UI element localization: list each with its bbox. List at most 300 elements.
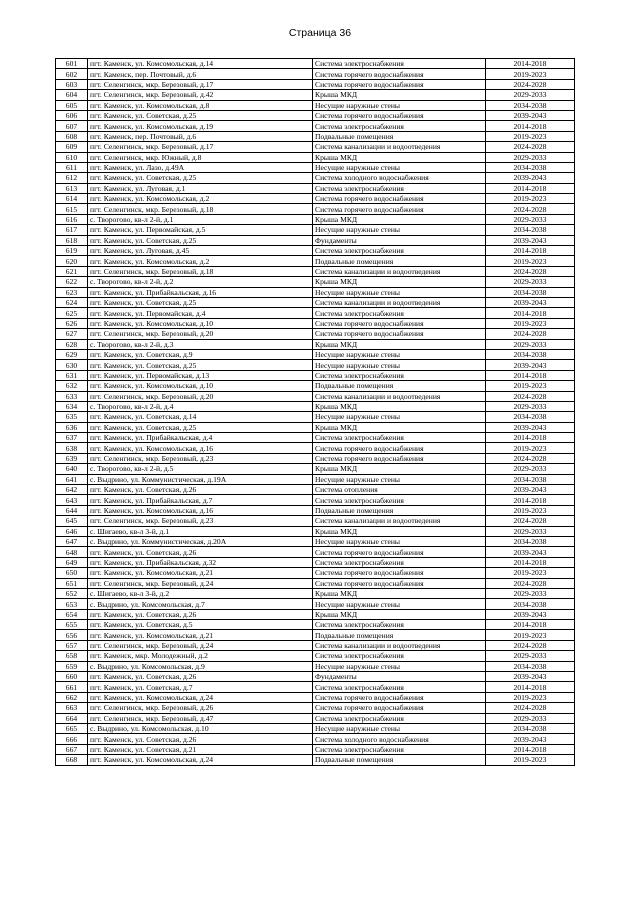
building-system-cell: Система горячего водоснабжения — [313, 453, 486, 463]
address-cell: пгт. Селенгинск, мкр. Южный, д.8 — [88, 152, 313, 162]
address-cell: пгт. Каменск, ул. Прибайкальская, д.4 — [88, 433, 313, 443]
address-cell: с. Творогово, кв-л 2-й, д.1 — [88, 214, 313, 224]
building-system-cell: Система горячего водоснабжения — [313, 318, 486, 328]
period-cell: 2019-2023 — [486, 69, 575, 79]
building-system-cell: Крыша МКД — [313, 277, 486, 287]
row-number-cell: 664 — [56, 713, 88, 723]
building-system-cell: Система холодного водоснабжения — [313, 173, 486, 183]
row-number-cell: 647 — [56, 536, 88, 546]
row-number-cell: 624 — [56, 297, 88, 307]
address-cell: пгт. Каменск, ул. Первомайская, д.4 — [88, 308, 313, 318]
building-system-cell: Крыша МКД — [313, 526, 486, 536]
table-row — [56, 152, 575, 162]
period-cell: 2034-2038 — [486, 162, 575, 172]
address-cell: пгт. Селенгинск, мкр. Березовый, д.17 — [88, 142, 313, 152]
table-row — [56, 474, 575, 484]
period-cell: 2034-2038 — [486, 349, 575, 359]
building-system-cell: Несущие наружные стены — [313, 724, 486, 734]
table-row — [56, 287, 575, 297]
building-system-cell: Система горячего водоснабжения — [313, 204, 486, 214]
row-number-cell: 660 — [56, 672, 88, 682]
building-system-cell: Система отопления — [313, 485, 486, 495]
building-system-cell: Система электроснабжения — [313, 59, 486, 69]
row-number-cell: 608 — [56, 131, 88, 141]
address-cell: пгт. Каменск, ул. Советская, д.26 — [88, 734, 313, 744]
period-cell: 2014-2018 — [486, 557, 575, 567]
row-number-cell: 602 — [56, 69, 88, 79]
row-number-cell: 632 — [56, 381, 88, 391]
row-number-cell: 627 — [56, 329, 88, 339]
address-cell: с. Шигаево, кв-л 3-й, д.2 — [88, 588, 313, 598]
table-row — [56, 495, 575, 505]
table-row — [56, 620, 575, 630]
period-cell: 2014-2018 — [486, 246, 575, 256]
row-number-cell: 612 — [56, 173, 88, 183]
table-row — [56, 651, 575, 661]
row-number-cell: 648 — [56, 547, 88, 557]
building-system-cell: Несущие наружные стены — [313, 599, 486, 609]
address-cell: пгт. Каменск, ул. Комсомольская, д.2 — [88, 256, 313, 266]
period-cell: 2039-2043 — [486, 235, 575, 245]
period-cell: 2024-2028 — [486, 204, 575, 214]
address-cell: пгт. Каменск, пер. Почтовый, д.6 — [88, 131, 313, 141]
table-row — [56, 588, 575, 598]
row-number-cell: 619 — [56, 246, 88, 256]
building-system-cell: Система электроснабжения — [313, 713, 486, 723]
table-row — [56, 433, 575, 443]
row-number-cell: 658 — [56, 651, 88, 661]
period-cell: 2024-2028 — [486, 79, 575, 89]
table-row — [56, 297, 575, 307]
table-row — [56, 246, 575, 256]
address-cell: с. Творогово, кв-л 2-й, д.2 — [88, 277, 313, 287]
table-row — [56, 142, 575, 152]
building-system-cell: Система электроснабжения — [313, 682, 486, 692]
period-cell: 2029-2033 — [486, 152, 575, 162]
row-number-cell: 623 — [56, 287, 88, 297]
address-cell: пгт. Каменск, ул. Советская, д.14 — [88, 412, 313, 422]
period-cell: 2029-2033 — [486, 339, 575, 349]
building-system-cell: Система электроснабжения — [313, 183, 486, 193]
table-row — [56, 79, 575, 89]
period-cell: 2014-2018 — [486, 495, 575, 505]
table-row — [56, 422, 575, 432]
period-cell: 2039-2043 — [486, 734, 575, 744]
overhaul-schedule-table — [55, 58, 575, 766]
address-cell: пгт. Каменск, ул. Советская, д.9 — [88, 349, 313, 359]
building-system-cell: Система электроснабжения — [313, 620, 486, 630]
table-row — [56, 578, 575, 588]
building-system-cell: Крыша МКД — [313, 401, 486, 411]
building-system-cell: Система канализации и водоотведения — [313, 297, 486, 307]
address-cell: пгт. Каменск, ул. Комсомольская, д.21 — [88, 630, 313, 640]
table-row — [56, 724, 575, 734]
row-number-cell: 610 — [56, 152, 88, 162]
table-row — [56, 755, 575, 765]
building-system-cell: Система горячего водоснабжения — [313, 79, 486, 89]
period-cell: 2034-2038 — [486, 536, 575, 546]
table-row — [56, 692, 575, 702]
row-number-cell: 644 — [56, 505, 88, 515]
table-row — [56, 266, 575, 276]
building-system-cell: Система горячего водоснабжения — [313, 578, 486, 588]
building-system-cell: Система электроснабжения — [313, 557, 486, 567]
row-number-cell: 656 — [56, 630, 88, 640]
row-number-cell: 611 — [56, 162, 88, 172]
address-cell: пгт. Селенгинск, мкр. Березовый, д.18 — [88, 266, 313, 276]
period-cell: 2034-2038 — [486, 225, 575, 235]
period-cell: 2039-2043 — [486, 297, 575, 307]
table-row — [56, 672, 575, 682]
period-cell: 2029-2033 — [486, 464, 575, 474]
period-cell: 2019-2023 — [486, 443, 575, 453]
address-cell: с. Выдрино, ул. Комсомольская, д.10 — [88, 724, 313, 734]
period-cell: 2019-2023 — [486, 755, 575, 765]
table-row — [56, 547, 575, 557]
row-number-cell: 618 — [56, 235, 88, 245]
period-cell: 2019-2023 — [486, 505, 575, 515]
period-cell: 2034-2038 — [486, 599, 575, 609]
period-cell: 2039-2043 — [486, 672, 575, 682]
period-cell: 2019-2023 — [486, 318, 575, 328]
row-number-cell: 634 — [56, 401, 88, 411]
row-number-cell: 631 — [56, 370, 88, 380]
period-cell: 2014-2018 — [486, 682, 575, 692]
address-cell: с. Выдрино, ул. Коммунистическая, д.20А — [88, 536, 313, 546]
building-system-cell: Подвальные помещения — [313, 381, 486, 391]
period-cell: 2034-2038 — [486, 724, 575, 734]
row-number-cell: 607 — [56, 121, 88, 131]
period-cell: 2024-2028 — [486, 516, 575, 526]
period-cell: 2014-2018 — [486, 308, 575, 318]
period-cell: 2019-2023 — [486, 381, 575, 391]
row-number-cell: 617 — [56, 225, 88, 235]
period-cell: 2034-2038 — [486, 474, 575, 484]
address-cell: с. Выдрино, ул. Комсомольская, д.9 — [88, 661, 313, 671]
building-system-cell: Подвальные помещения — [313, 131, 486, 141]
building-system-cell: Фундаменты — [313, 672, 486, 682]
address-cell: пгт. Каменск, ул. Советская, д.26 — [88, 485, 313, 495]
building-system-cell: Система горячего водоснабжения — [313, 692, 486, 702]
row-number-cell: 659 — [56, 661, 88, 671]
table-row — [56, 734, 575, 744]
row-number-cell: 601 — [56, 59, 88, 69]
table-row — [56, 381, 575, 391]
address-cell: пгт. Каменск, ул. Советская, д.26 — [88, 672, 313, 682]
period-cell: 2029-2033 — [486, 713, 575, 723]
building-system-cell: Система горячего водоснабжения — [313, 568, 486, 578]
row-number-cell: 638 — [56, 443, 88, 453]
table-row — [56, 682, 575, 692]
table-row — [56, 661, 575, 671]
address-cell: пгт. Каменск, ул. Советская, д.5 — [88, 620, 313, 630]
row-number-cell: 630 — [56, 360, 88, 370]
table-row — [56, 100, 575, 110]
row-number-cell: 614 — [56, 194, 88, 204]
building-system-cell: Крыша МКД — [313, 464, 486, 474]
building-system-cell: Система холодного водоснабжения — [313, 734, 486, 744]
period-cell: 2034-2038 — [486, 412, 575, 422]
period-cell: 2014-2018 — [486, 433, 575, 443]
table-row — [56, 183, 575, 193]
building-system-cell: Система канализации и водоотведения — [313, 142, 486, 152]
row-number-cell: 654 — [56, 609, 88, 619]
period-cell: 2039-2043 — [486, 422, 575, 432]
period-cell: 2039-2043 — [486, 485, 575, 495]
address-cell: пгт. Селенгинск, мкр. Березовый, д.17 — [88, 79, 313, 89]
building-system-cell: Система канализации и водоотведения — [313, 640, 486, 650]
address-cell: пгт. Каменск, ул. Советская, д.21 — [88, 744, 313, 754]
period-cell: 2029-2033 — [486, 277, 575, 287]
period-cell: 2029-2033 — [486, 214, 575, 224]
address-cell: пгт. Каменск, ул. Комсомольская, д.24 — [88, 692, 313, 702]
table-row — [56, 349, 575, 359]
table-row — [56, 557, 575, 567]
address-cell: пгт. Каменск, ул. Комсомольская, д.24 — [88, 755, 313, 765]
row-number-cell: 603 — [56, 79, 88, 89]
table-row — [56, 121, 575, 131]
period-cell: 2019-2023 — [486, 568, 575, 578]
period-cell: 2034-2038 — [486, 661, 575, 671]
row-number-cell: 666 — [56, 734, 88, 744]
period-cell: 2019-2023 — [486, 256, 575, 266]
row-number-cell: 649 — [56, 557, 88, 567]
row-number-cell: 629 — [56, 349, 88, 359]
period-cell: 2039-2043 — [486, 547, 575, 557]
table-row — [56, 308, 575, 318]
row-number-cell: 646 — [56, 526, 88, 536]
address-cell: пгт. Каменск, ул. Комсомольская, д.10 — [88, 381, 313, 391]
period-cell: 2024-2028 — [486, 453, 575, 463]
address-cell: с. Творогово, кв-л 2-й, д.5 — [88, 464, 313, 474]
address-cell: с. Творогово, кв-л 2-й, д.4 — [88, 401, 313, 411]
row-number-cell: 653 — [56, 599, 88, 609]
table-row — [56, 235, 575, 245]
building-system-cell: Система электроснабжения — [313, 308, 486, 318]
address-cell: пгт. Селенгинск, мкр. Березовый, д.26 — [88, 703, 313, 713]
table-row — [56, 713, 575, 723]
row-number-cell: 642 — [56, 485, 88, 495]
address-cell: пгт. Селенгинск, мкр. Березовый, д.23 — [88, 516, 313, 526]
building-system-cell: Подвальные помещения — [313, 630, 486, 640]
table-row — [56, 609, 575, 619]
address-cell: пгт. Селенгинск, мкр. Березовый, д.20 — [88, 329, 313, 339]
building-system-cell: Крыша МКД — [313, 214, 486, 224]
row-number-cell: 665 — [56, 724, 88, 734]
table-row — [56, 516, 575, 526]
row-number-cell: 622 — [56, 277, 88, 287]
building-system-cell: Несущие наружные стены — [313, 287, 486, 297]
table-row — [56, 162, 575, 172]
period-cell: 2014-2018 — [486, 121, 575, 131]
building-system-cell: Система горячего водоснабжения — [313, 110, 486, 120]
table-row — [56, 640, 575, 650]
row-number-cell: 615 — [56, 204, 88, 214]
table-row — [56, 630, 575, 640]
row-number-cell: 643 — [56, 495, 88, 505]
table-row — [56, 110, 575, 120]
building-system-cell: Система электроснабжения — [313, 370, 486, 380]
address-cell: пгт. Каменск, ул. Прибайкальская, д.7 — [88, 495, 313, 505]
period-cell: 2019-2023 — [486, 194, 575, 204]
table-row — [56, 69, 575, 79]
row-number-cell: 661 — [56, 682, 88, 692]
address-cell: пгт. Селенгинск, мкр. Березовый, д.42 — [88, 90, 313, 100]
table-row — [56, 391, 575, 401]
building-system-cell: Несущие наружные стены — [313, 474, 486, 484]
address-cell: пгт. Каменск, ул. Комсомольская, д.16 — [88, 443, 313, 453]
period-cell: 2019-2023 — [486, 131, 575, 141]
building-system-cell: Несущие наружные стены — [313, 536, 486, 546]
building-system-cell: Несущие наружные стены — [313, 349, 486, 359]
building-system-cell: Система горячего водоснабжения — [313, 547, 486, 557]
building-system-cell: Фундаменты — [313, 235, 486, 245]
table-row — [56, 131, 575, 141]
building-system-cell: Система электроснабжения — [313, 651, 486, 661]
period-cell: 2014-2018 — [486, 59, 575, 69]
address-cell: пгт. Каменск, ул. Советская, д.25 — [88, 110, 313, 120]
building-system-cell: Крыша МКД — [313, 422, 486, 432]
address-cell: пгт. Селенгинск, мкр. Березовый, д.24 — [88, 578, 313, 588]
table-row — [56, 412, 575, 422]
building-system-cell: Несущие наружные стены — [313, 225, 486, 235]
building-system-cell: Система канализации и водоотведения — [313, 391, 486, 401]
table-row — [56, 173, 575, 183]
building-system-cell: Система электроснабжения — [313, 433, 486, 443]
period-cell: 2019-2023 — [486, 630, 575, 640]
building-system-cell: Система электроснабжения — [313, 121, 486, 131]
period-cell: 2014-2018 — [486, 620, 575, 630]
row-number-cell: 605 — [56, 100, 88, 110]
row-number-cell: 640 — [56, 464, 88, 474]
address-cell: пгт. Каменск, пер. Почтовый, д.6 — [88, 69, 313, 79]
building-system-cell: Несущие наружные стены — [313, 661, 486, 671]
address-cell: с. Выдрино, ул. Коммунистическая, д.19А — [88, 474, 313, 484]
address-cell: пгт. Селенгинск, мкр. Березовый, д.23 — [88, 453, 313, 463]
period-cell: 2024-2028 — [486, 703, 575, 713]
table-row — [56, 59, 575, 69]
period-cell: 2024-2028 — [486, 391, 575, 401]
table-row — [56, 505, 575, 515]
address-cell: пгт. Каменск, ул. Комсомольская, д.14 — [88, 59, 313, 69]
row-number-cell: 626 — [56, 318, 88, 328]
address-cell: пгт. Каменск, ул. Советская, д.25 — [88, 297, 313, 307]
period-cell: 2029-2033 — [486, 526, 575, 536]
table-row — [56, 744, 575, 754]
address-cell: пгт. Каменск, ул. Лазо, д.49А — [88, 162, 313, 172]
row-number-cell: 655 — [56, 620, 88, 630]
building-system-cell: Подвальные помещения — [313, 505, 486, 515]
building-system-cell: Система канализации и водоотведения — [313, 266, 486, 276]
table-row — [56, 225, 575, 235]
period-cell: 2039-2043 — [486, 173, 575, 183]
building-system-cell: Крыша МКД — [313, 588, 486, 598]
building-system-cell: Система горячего водоснабжения — [313, 703, 486, 713]
row-number-cell: 616 — [56, 214, 88, 224]
building-system-cell: Несущие наружные стены — [313, 412, 486, 422]
building-system-cell: Система горячего водоснабжения — [313, 329, 486, 339]
address-cell: пгт. Каменск, ул. Комсомольская, д.19 — [88, 121, 313, 131]
row-number-cell: 621 — [56, 266, 88, 276]
address-cell: пгт. Каменск, ул. Советская, д.7 — [88, 682, 313, 692]
address-cell: пгт. Каменск, ул. Луговая, д.45 — [88, 246, 313, 256]
table-row — [56, 214, 575, 224]
address-cell: пгт. Каменск, ул. Советская, д.26 — [88, 547, 313, 557]
building-system-cell: Подвальные помещения — [313, 256, 486, 266]
address-cell: пгт. Селенгинск, мкр. Березовый, д.47 — [88, 713, 313, 723]
period-cell: 2014-2018 — [486, 183, 575, 193]
address-cell: пгт. Каменск, ул. Советская, д.25 — [88, 173, 313, 183]
address-cell: пгт. Каменск, ул. Первомайская, д.5 — [88, 225, 313, 235]
address-cell: пгт. Каменск, ул. Советская, д.25 — [88, 360, 313, 370]
period-cell: 2029-2033 — [486, 588, 575, 598]
row-number-cell: 651 — [56, 578, 88, 588]
period-cell: 2014-2018 — [486, 744, 575, 754]
period-cell: 2034-2038 — [486, 100, 575, 110]
table-row — [56, 318, 575, 328]
period-cell: 2024-2028 — [486, 578, 575, 588]
row-number-cell: 662 — [56, 692, 88, 702]
building-system-cell: Крыша МКД — [313, 90, 486, 100]
period-cell: 2014-2018 — [486, 370, 575, 380]
building-system-cell: Система горячего водоснабжения — [313, 69, 486, 79]
period-cell: 2024-2028 — [486, 329, 575, 339]
row-number-cell: 641 — [56, 474, 88, 484]
row-number-cell: 628 — [56, 339, 88, 349]
address-cell: пгт. Каменск, ул. Советская, д.26 — [88, 609, 313, 619]
table-row — [56, 360, 575, 370]
row-number-cell: 663 — [56, 703, 88, 713]
address-cell: пгт. Каменск, ул. Советская, д.25 — [88, 235, 313, 245]
row-number-cell: 667 — [56, 744, 88, 754]
table-row — [56, 599, 575, 609]
building-system-cell: Несущие наружные стены — [313, 162, 486, 172]
row-number-cell: 613 — [56, 183, 88, 193]
building-system-cell: Подвальные помещения — [313, 755, 486, 765]
table-body — [56, 59, 575, 766]
row-number-cell: 604 — [56, 90, 88, 100]
address-cell: пгт. Селенгинск, мкр. Березовый, д.20 — [88, 391, 313, 401]
row-number-cell: 625 — [56, 308, 88, 318]
address-cell: с. Творогово, кв-л 2-й, д.3 — [88, 339, 313, 349]
address-cell: пгт. Каменск, ул. Комсомольская, д.2 — [88, 194, 313, 204]
period-cell: 2024-2028 — [486, 142, 575, 152]
row-number-cell: 637 — [56, 433, 88, 443]
building-system-cell: Несущие наружные стены — [313, 100, 486, 110]
table-row — [56, 401, 575, 411]
address-cell: пгт. Каменск, ул. Советская, д.25 — [88, 422, 313, 432]
table-row — [56, 204, 575, 214]
period-cell: 2029-2033 — [486, 401, 575, 411]
table-row — [56, 256, 575, 266]
address-cell: пгт. Каменск, ул. Первомайская, д.13 — [88, 370, 313, 380]
address-cell: пгт. Селенгинск, мкр. Березовый, д.24 — [88, 640, 313, 650]
row-number-cell: 633 — [56, 391, 88, 401]
building-system-cell: Крыша МКД — [313, 609, 486, 619]
row-number-cell: 645 — [56, 516, 88, 526]
address-cell: пгт. Каменск, ул. Прибайкальская, д.16 — [88, 287, 313, 297]
row-number-cell: 606 — [56, 110, 88, 120]
address-cell: с. Выдрино, ул. Комсомольская, д.7 — [88, 599, 313, 609]
page-number-header: Страница 36 — [288, 27, 352, 39]
table-row — [56, 453, 575, 463]
table-row — [56, 277, 575, 287]
table-row — [56, 329, 575, 339]
period-cell: 2039-2043 — [486, 110, 575, 120]
period-cell: 2039-2043 — [486, 360, 575, 370]
building-system-cell: Система электроснабжения — [313, 495, 486, 505]
table-row — [56, 370, 575, 380]
